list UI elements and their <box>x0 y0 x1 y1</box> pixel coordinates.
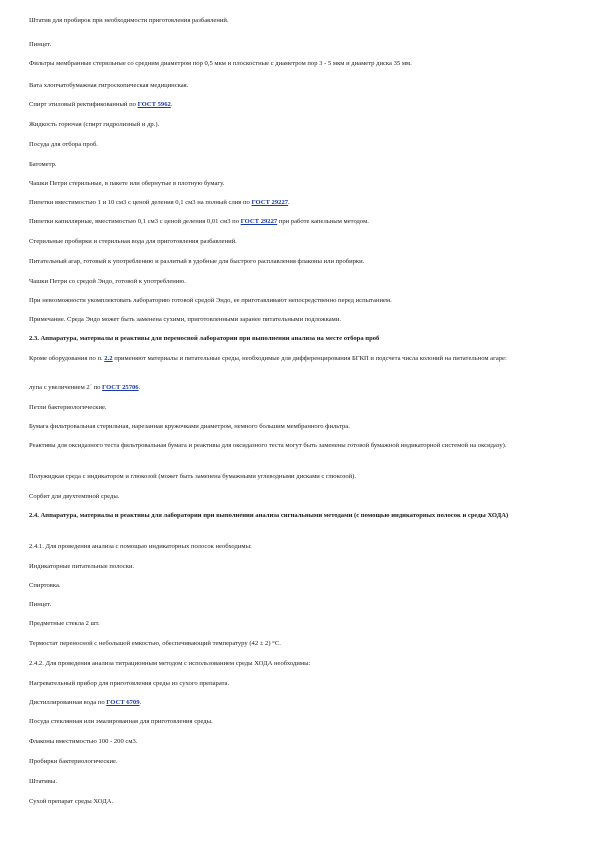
paragraph-tweezers: Пинцет. <box>29 41 52 48</box>
paragraph-petri-dishes: Чашки Петри стерильные, в пакете или обернутые в плотную бумагу. <box>29 180 225 187</box>
text-span: Спирт этиловый ректификованный по <box>29 101 138 108</box>
paragraph-sorbitol: Сорбит для двухтемпной среды. <box>29 493 120 500</box>
paragraph-magnifier <box>29 383 575 393</box>
text-span: при работе капельным методом. <box>277 218 369 225</box>
paragraph-racks: Штативы. <box>29 778 57 785</box>
text-span: Пипетки капиллярные, вместимостью 0,1 см3 с ценой деления 0,01 см3 по <box>29 218 241 225</box>
paragraph-bathometer: Батометр. <box>29 161 57 168</box>
paragraph-note: Примечание. Среда Эндо может быть заменена сухими, приготовленными заранее питательными подложками. <box>29 316 341 323</box>
paragraph-2-4-1: 2.4.1. Для проведения анализа с помощью индикаторных полосок необходимы: <box>29 543 252 550</box>
paragraph-glass-slides: Предметные стекла 2 шт. <box>29 620 100 627</box>
paragraph-semi-liquid-medium: Полужидкая среда с индикатором и глюкозой (может быть заменена бумажными углеводными дисками с глюкозой). <box>29 473 356 480</box>
text-span: применяют материалы и питательные среды, необходимые для дифференцирования БГКП и подсчета числа колоний на питательном агаре: <box>112 355 507 362</box>
gost-29227-link[interactable]: ГОСТ 29227 <box>251 199 289 206</box>
text-span: Дистиллированная вода по <box>29 699 107 706</box>
gost-25706-link[interactable]: ГОСТ 25706 <box>102 384 139 391</box>
paragraph-tweezers-2: Пинцет. <box>29 601 52 608</box>
paragraph-flasks: Флаконы вместимостью 100 - 200 см3. <box>29 738 138 745</box>
section-heading-2-3: 2.3. Аппаратура, материалы и реактивы для переносной лаборатории при выполнении анализа на месте отбора проб <box>29 335 380 342</box>
gost-6709-link[interactable]: ГОСТ 6709 <box>106 699 140 706</box>
section-2-2-link[interactable]: 2.2 <box>104 355 113 362</box>
gost-5962-link[interactable]: ГОСТ 5962 <box>137 101 171 108</box>
paragraph-nutrient-agar: Питательный агар, готовый к употреблению и разлитый в удобные для быстрого расплавления флаконы или пробирки. <box>29 258 365 265</box>
text-span: Кроме оборудования по п. <box>29 355 105 362</box>
paragraph-distilled-water <box>29 698 575 708</box>
text-span: Пипетки вместимостью 1 и 10 см3 с ценой деления 0,1 см3 на полный слив по <box>29 199 252 206</box>
paragraph-sampling-dishes: Посуда для отбора проб. <box>29 141 98 148</box>
paragraph-pipettes <box>29 198 575 208</box>
section-heading-2-4: 2.4. Аппаратура, материалы и реактивы для лаборатории при выполнении анализа сигнальными методами (с помощью индикаторных полосок и среды ХОДА) <box>29 512 509 519</box>
paragraph-membrane-filters: Фильтры мембранные стерильные со средним диаметром пор 0,5 мкм и плоскостные с диаметром пор 3 - 5 мкм и диаметр диска 35 мм. <box>29 60 412 67</box>
paragraph-spirit-lamp: Спиртовка. <box>29 582 61 589</box>
paragraph-bacteriological-tubes: Пробирки бактериологические. <box>29 758 118 765</box>
paragraph-endo-preparation: При невозможности укомплектовать лабораторию готовой средой Эндо, ее приготавливают непосредственно перед испытанием. <box>29 297 392 304</box>
text-span: . <box>138 384 141 391</box>
paragraph-filter-paper: Бумага фильтровальная стерильная, нарезанная кружочками диаметром, немного большим мембранного фильтра. <box>29 423 350 430</box>
text-span: . <box>139 699 142 706</box>
gost-29227-link-2[interactable]: ГОСТ 29227 <box>240 218 278 225</box>
paragraph-cotton-wool: Вата хлопчатобумажная гигроскопическая медицинская. <box>29 82 189 89</box>
paragraph-heating-device: Нагревательный прибор для приготовления среды из сухого препарата. <box>29 680 230 687</box>
text-span: . <box>288 199 290 206</box>
paragraph-ethyl-alcohol <box>29 100 575 110</box>
text-span: лупа с увеличением 2´ по <box>29 384 103 391</box>
text-span: . <box>170 101 173 108</box>
paragraph-sterile-tubes: Стерильные пробирки и стерильная вода для приготовления разбавлений. <box>29 238 237 245</box>
paragraph-test-tube-rack: Штатив для пробирок при необходимости приготовления разбавлений. <box>29 17 229 24</box>
paragraph-glassware: Посуда стеклянная или эмалированная для приготовления среды. <box>29 718 213 725</box>
paragraph-thermostat: Термостат переносной с небольшой емкостью, обеспечивающий температуру (42 ± 2) °С. <box>29 640 281 647</box>
paragraph-loops: Петли бактериологические. <box>29 404 107 411</box>
paragraph-flammable-liquid: Жидкость горючая (спирт гидролизный и др.). <box>29 121 160 128</box>
paragraph-2-4-2: 2.4.2. Для проведения анализа титрационным методом с использованием среды ХОДА необходимы: <box>29 660 311 667</box>
paragraph-dry-preparation: Сухой препарат среды ХОДА. <box>29 798 114 805</box>
paragraph-oxidase-reagents: Реактивы для оксидазного теста фильтровальная бумага и реактивы для оксидазного теста могут быть заменены готовой бумажной индикаторной системой на оксидазу). <box>29 442 507 449</box>
paragraph-besides-equipment <box>29 354 575 364</box>
paragraph-endo-dishes: Чашки Петри со средой Эндо, готовой к употреблению. <box>29 278 186 285</box>
paragraph-indicator-strips: Индикаторные питательные полоски. <box>29 563 135 570</box>
paragraph-capillary-pipettes <box>29 217 575 227</box>
